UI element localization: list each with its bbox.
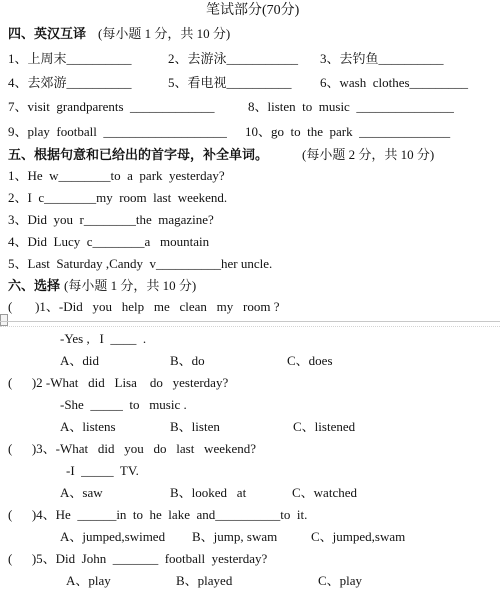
- s5-item-5: 5、Last Saturday ,Candy v__________her uncle.: [8, 256, 273, 271]
- q5-option-b: B、played: [176, 573, 233, 588]
- section6-note: (每小题 1 分，共 10 分): [64, 278, 197, 293]
- s4-item-9: 9、play football ___________________: [8, 124, 227, 139]
- q1-option-a: A、did: [60, 353, 100, 368]
- q3-option-b: B、looked at: [170, 485, 247, 500]
- q5-option-a: A、play: [66, 573, 111, 588]
- s4-item-8: 8、listen to music _______________: [248, 99, 454, 114]
- s5-item-4: 4、Did Lucy c________a mountain: [8, 234, 210, 249]
- q3-stem: ( )3、-What did you do last weekend?: [8, 441, 257, 456]
- q2-option-b: B、listen: [170, 419, 220, 434]
- q2-option-c: C、listened: [293, 419, 356, 434]
- q3-reply: -I _____ TV.: [66, 463, 139, 478]
- q4-option-b: B、jump, swam: [192, 529, 278, 544]
- page-divider-dotted: [0, 326, 500, 327]
- s5-item-1: 1、He w________to a park yesterday?: [8, 168, 225, 183]
- q1-option-b: B、do: [170, 353, 205, 368]
- page-break-marker: [0, 314, 8, 326]
- section5-heading: 五、根据句意和已给出的首字母，补全单词。: [8, 147, 269, 162]
- s4-item-3: 3、去钓鱼__________: [320, 51, 444, 66]
- section6-heading: 六、选择: [8, 278, 61, 293]
- page-title: 笔试部分(70分): [206, 3, 300, 18]
- section5-note: (每小题 2 分，共 10 分): [302, 147, 435, 162]
- s4-item-6: 6、wash clothes_________: [320, 75, 469, 90]
- q2-stem: ( )2 -What did Lisa do yesterday?: [8, 375, 229, 390]
- q1-option-c: C、does: [287, 353, 333, 368]
- s4-item-2: 2、去游泳___________: [168, 51, 299, 66]
- q5-stem: ( )5、Did John _______ football yesterday?: [8, 551, 268, 566]
- s4-item-10: 10、go to the park ______________: [245, 124, 451, 139]
- q3-option-c: C、watched: [292, 485, 357, 500]
- s5-item-3: 3、Did you r________the magazine?: [8, 212, 214, 227]
- q4-option-c: C、jumped,swam: [311, 529, 406, 544]
- q1-reply: -Yes , I ____ .: [60, 331, 147, 346]
- q3-option-a: A、saw: [60, 485, 103, 500]
- s4-item-1: 1、上周末__________: [8, 51, 132, 66]
- q2-option-a: A、listens: [60, 419, 116, 434]
- section4-note: (每小题 1 分，共 10 分): [98, 26, 231, 41]
- s4-item-5: 5、看电视__________: [168, 75, 292, 90]
- page-divider: [0, 321, 500, 322]
- q1-stem: ( )1、-Did you help me clean my room ?: [8, 299, 280, 314]
- s5-item-2: 2、I c________my room last weekend.: [8, 190, 228, 205]
- s4-item-7: 7、visit grandparents _____________: [8, 99, 215, 114]
- section4-heading: 四、英汉互译: [8, 26, 87, 41]
- q5-option-c: C、play: [318, 573, 363, 588]
- q2-reply: -She _____ to music .: [60, 397, 187, 412]
- q4-option-a: A、jumped,swimed: [60, 529, 166, 544]
- s4-item-4: 4、去郊游__________: [8, 75, 132, 90]
- q4-stem: ( )4、He ______in to he lake and__________to it.: [8, 507, 308, 522]
